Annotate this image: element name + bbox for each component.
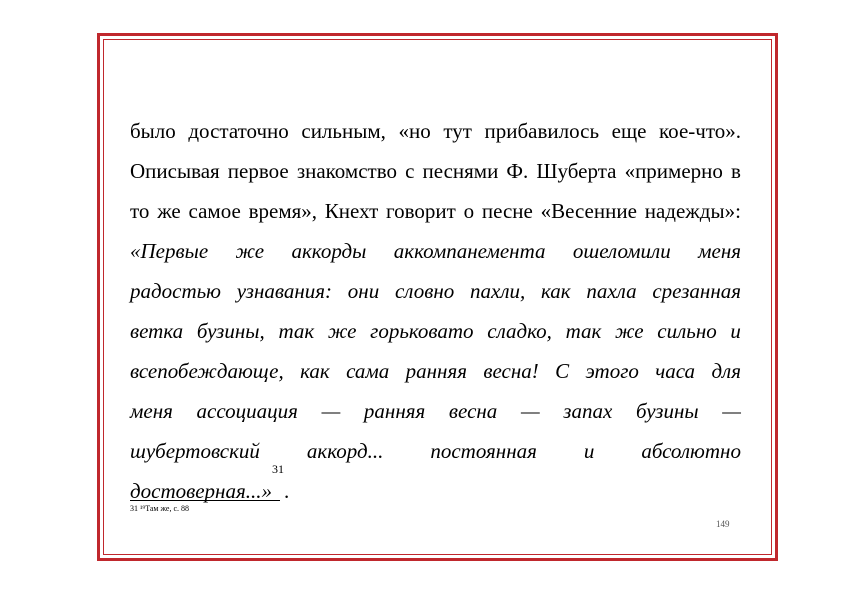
word: запах xyxy=(563,399,613,423)
word: часа xyxy=(655,359,696,383)
word: так xyxy=(278,319,315,343)
word: же xyxy=(327,319,357,343)
word: Шуберта xyxy=(536,159,617,183)
word: сильным, xyxy=(301,119,386,143)
quote-line xyxy=(130,431,741,471)
word: же xyxy=(615,319,644,343)
word: ранняя xyxy=(363,399,426,423)
word: достаточно xyxy=(188,119,289,143)
text-line xyxy=(130,151,741,191)
word: Кнехт xyxy=(324,199,379,223)
quote-line xyxy=(130,351,741,391)
word: всепобеждающе, xyxy=(130,359,284,383)
word: меня xyxy=(130,399,173,423)
word: ассоциация xyxy=(196,399,298,423)
word: говорит xyxy=(386,199,456,223)
word: «Первые xyxy=(130,239,209,263)
word: — xyxy=(520,399,540,423)
word: «примерно xyxy=(624,159,723,183)
word: шубертовский xyxy=(130,439,260,463)
word: — xyxy=(321,399,341,423)
word: аккорд... xyxy=(306,439,384,463)
word: песнями xyxy=(422,159,499,183)
word: еще xyxy=(611,119,647,143)
word: песне xyxy=(481,199,533,223)
quote-last-line xyxy=(130,462,741,511)
word: сильно xyxy=(657,319,717,343)
word: срезанная xyxy=(652,279,741,303)
word: пахла xyxy=(586,279,637,303)
footnote-reference[interactable]: 31 xyxy=(271,462,284,476)
word: они xyxy=(347,279,380,303)
word: ранняя xyxy=(405,359,467,383)
word: как xyxy=(300,359,330,383)
word: бузины, xyxy=(196,319,265,343)
word: о xyxy=(463,199,475,223)
word: сладко, xyxy=(487,319,552,343)
word: ветка xyxy=(130,319,184,343)
word: время», xyxy=(248,199,318,223)
text-line xyxy=(130,111,741,151)
word: прибавилось xyxy=(484,119,600,143)
word: тут xyxy=(443,119,472,143)
word: было xyxy=(130,119,176,143)
word: Описывая xyxy=(130,159,220,183)
quote-line xyxy=(130,391,741,431)
word: так xyxy=(565,319,602,343)
text-line xyxy=(130,191,741,231)
word: с xyxy=(405,159,415,183)
quote-line xyxy=(130,311,741,351)
word: кое-что». xyxy=(659,119,741,143)
word: «Весенние xyxy=(540,199,637,223)
word: пахли, xyxy=(470,279,526,303)
word: и xyxy=(583,439,595,463)
word: самое xyxy=(188,199,241,223)
word: знакомство xyxy=(296,159,397,183)
quote-end-text: достоверная...» xyxy=(130,479,272,503)
word: весна! xyxy=(483,359,539,383)
word: сама xyxy=(346,359,390,383)
word: аккорды xyxy=(291,239,367,263)
word: бузины xyxy=(635,399,699,423)
word: постоянная xyxy=(430,439,537,463)
word: абсолютно xyxy=(641,439,741,463)
word: для xyxy=(711,359,741,383)
quote-end-period: . xyxy=(283,479,290,503)
word: словно xyxy=(394,279,455,303)
word: же xyxy=(235,239,265,263)
word: то xyxy=(130,199,150,223)
word: радостью xyxy=(130,279,221,303)
word: же xyxy=(157,199,181,223)
page-number: 149 xyxy=(716,519,730,529)
footnote: 31 ¹⁹Там же, с. 88 xyxy=(130,504,190,513)
word: меня xyxy=(698,239,741,263)
word: в xyxy=(730,159,741,183)
word: горьковато xyxy=(370,319,474,343)
word: и xyxy=(730,319,741,343)
word: узнавания: xyxy=(236,279,333,303)
footnote-separator xyxy=(130,500,280,501)
quote-line xyxy=(130,231,741,271)
word: Ф. xyxy=(506,159,529,183)
word: весна xyxy=(448,399,498,423)
word: С xyxy=(555,359,570,383)
word: «но xyxy=(398,119,431,143)
body-text xyxy=(130,111,741,511)
word: — xyxy=(722,399,741,423)
word: первое xyxy=(227,159,289,183)
word: этого xyxy=(585,359,639,383)
word: как xyxy=(540,279,571,303)
word: надежды»: xyxy=(644,199,741,223)
word: ошеломили xyxy=(572,239,671,263)
quote-line xyxy=(130,271,741,311)
word: аккомпанемента xyxy=(393,239,546,263)
